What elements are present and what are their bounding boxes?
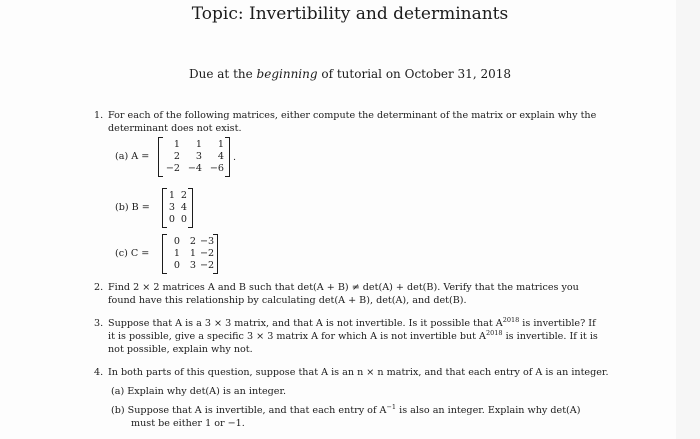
q3-line2-exponent: 2018 — [485, 328, 503, 337]
matrix-entry: −4 — [187, 163, 202, 174]
matrix-a-grid — [163, 139, 225, 175]
matrix-entry: 3 — [168, 202, 175, 213]
q4b-text-line1 — [111, 404, 580, 417]
matrix-entry: 0 — [180, 214, 187, 225]
matrix-entry: 2 — [180, 190, 187, 201]
q4b-inverse-exponent: −1 — [386, 402, 397, 411]
q1-number: 1. — [94, 110, 104, 121]
matrix-entry: −6 — [209, 163, 224, 174]
matrix-a-right-bracket — [225, 137, 230, 177]
matrix-entry: 3 — [195, 151, 202, 162]
q4a-text: (a) Explain why det(A) is an integer. — [111, 386, 287, 397]
matrix-entry: −2 — [200, 248, 215, 259]
q3-number: 3. — [94, 318, 104, 329]
matrix-entry: 0 — [168, 214, 175, 225]
q4-number: 4. — [94, 367, 104, 378]
due-date-line — [0, 67, 700, 81]
matrix-a-period: . — [233, 151, 237, 163]
q3-line1-a: Suppose that A is a 3 × 3 matrix, and that A is not invertible. Is it possible that A — [108, 318, 503, 329]
matrix-entry: 0 — [173, 236, 180, 247]
matrix-entry: 1 — [173, 139, 180, 150]
q3-text-line1 — [108, 317, 596, 330]
q3-line1-b: is invertible? If — [519, 318, 596, 329]
due-text-emphasis: beginning — [256, 67, 318, 81]
matrix-entry: 0 — [173, 260, 180, 271]
due-text-pre: Due at the — [189, 67, 257, 81]
matrix-entry: 1 — [195, 139, 202, 150]
q2-text-line1: Find 2 × 2 matrices A and B such that det(A + B) ≠ det(A) + det(B). Verify that the matrices you — [108, 282, 579, 293]
matrix-c-grid — [167, 236, 213, 272]
q1b-label: (b) B = — [115, 202, 150, 213]
matrix-entry: −2 — [200, 260, 215, 271]
matrix-entry: 1 — [168, 190, 175, 201]
matrix-entry: 3 — [189, 260, 196, 271]
matrix-entry: 1 — [189, 248, 196, 259]
q2-number: 2. — [94, 282, 104, 293]
q3-text-line3: not possible, explain why not. — [108, 344, 253, 355]
q4-text-line1: In both parts of this question, suppose that A is an n × n matrix, and that each entry of A is an integer. — [108, 367, 609, 378]
right-gutter — [676, 0, 700, 439]
matrix-b-grid — [167, 190, 188, 226]
q3-text-line2 — [108, 330, 598, 343]
q1-text-line1: For each of the following matrices, either compute the determinant of the matrix or explain why the — [108, 110, 597, 121]
due-text-post: of tutorial on October 31, 2018 — [317, 67, 511, 81]
q3-line2-a: it is possible, give a specific 3 × 3 matrix A for which A is not invertible but A — [108, 331, 486, 342]
q3-line2-b: is invertible. If it is — [502, 331, 598, 342]
matrix-entry: −2 — [165, 163, 180, 174]
q1-text-line2: determinant does not exist. — [108, 123, 242, 134]
matrix-entry: 4 — [180, 202, 187, 213]
q1a-label: (a) A = — [115, 151, 150, 162]
matrix-entry: 2 — [189, 236, 196, 247]
q2-text-line2: found have this relationship by calculating det(A + B), det(A), and det(B). — [108, 295, 467, 306]
q4b-line1-b: is also an integer. Explain why det(A) — [396, 405, 581, 416]
page-title: Topic: Invertibility and determinants — [191, 4, 509, 24]
q4b-text-line2: must be either 1 or −1. — [131, 418, 245, 429]
matrix-c — [162, 234, 218, 274]
q4b-line1-a: (b) Suppose that A is invertible, and that each entry of A — [111, 405, 387, 416]
matrix-b-right-bracket — [188, 188, 193, 228]
matrix-b — [162, 188, 193, 228]
q3-line1-exponent: 2018 — [502, 315, 520, 324]
matrix-c-right-bracket — [213, 234, 218, 274]
q1c-label: (c) C = — [115, 248, 150, 259]
matrix-entry: −3 — [200, 236, 215, 247]
matrix-entry: 1 — [173, 248, 180, 259]
matrix-a — [158, 137, 236, 177]
matrix-entry: 4 — [217, 151, 224, 162]
matrix-entry: 2 — [173, 151, 180, 162]
matrix-entry: 1 — [217, 139, 224, 150]
